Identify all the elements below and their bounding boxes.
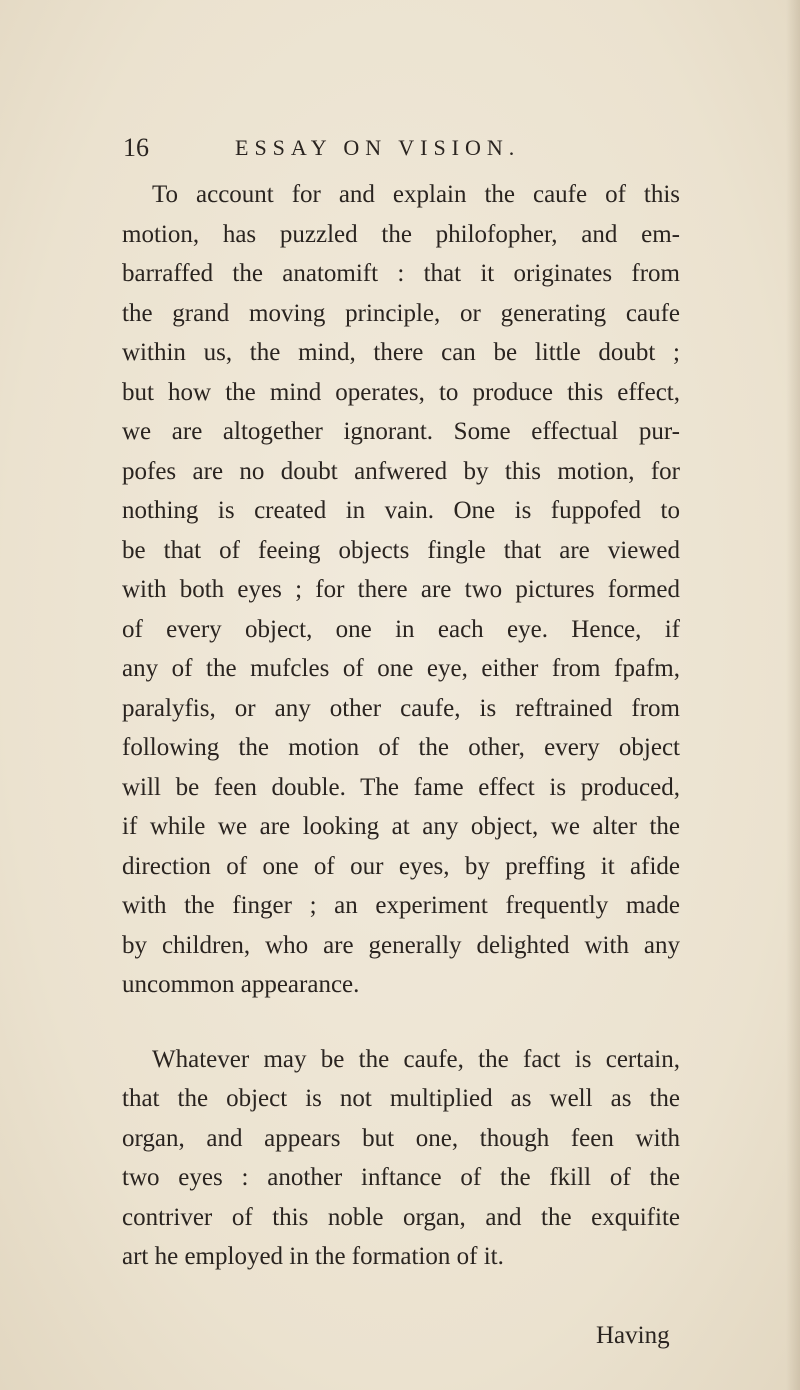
text-line: barraffed the anatomift : that it originates from [122,260,680,287]
running-head: ESSAY ON VISION. [235,135,521,160]
text-line: motion, has puzzled the philofopher, and em- [122,220,680,248]
page-number: 16 [123,133,149,162]
text-line: following the motion of the other, every object [122,734,680,761]
text-line: paralyfis, or any other caufe, is reftrained from [122,694,680,722]
text-line: art he employed in the formation of it. [122,1243,504,1270]
text-line: by children, who are generally delighted with any [122,931,680,959]
text-line: nothing is created in vain. One is fuppofed to [122,497,680,524]
page-edge-shadow [786,0,800,1390]
text-line: that the object is not multiplied as well as the [122,1085,680,1112]
text-line: we are altogether ignorant. Some effectual pur- [122,418,680,445]
page-header [123,133,683,173]
text-line: within us, the mind, there can be little doubt ; [122,339,680,366]
text-line: but how the mind operates, to produce this effect, [122,378,680,406]
paragraph-gap [122,1005,680,1040]
text-line: will be feen double. The fame effect is produced, [122,773,680,801]
text-line: direction of one of our eyes, by preffing it afide [122,852,680,880]
text-line: two eyes : another inftance of the fkill of the [122,1164,680,1191]
text-line: contriver of this noble organ, and the exquifite [122,1203,680,1231]
text-line: pofes are no doubt anfwered by this motion, for [122,457,680,485]
text-line: organ, and appears but one, though feen with [122,1124,680,1152]
text-line: with the finger ; an experiment frequently made [122,892,680,919]
text-line: any of the mufcles of one eye, either from fpafm, [122,655,680,682]
text-line: if while we are looking at any object, we alter the [122,813,680,840]
paragraph-2 [122,1040,680,1277]
text-line: the grand moving principle, or generating caufe [122,299,680,327]
text-line: Whatever may be the caufe, the fact is certain, [152,1045,680,1073]
body-text [122,175,680,1277]
text-line: To account for and explain the caufe of this [152,181,680,208]
paragraph-1 [122,175,680,1005]
text-line: of every object, one in each eye. Hence, if [122,615,680,643]
text-line: with both eyes ; for there are two pictures formed [122,576,680,603]
text-line: uncommon appearance. [122,971,360,998]
catchword: Having [596,1322,670,1349]
text-line: be that of feeing objects fingle that are viewed [122,536,680,564]
